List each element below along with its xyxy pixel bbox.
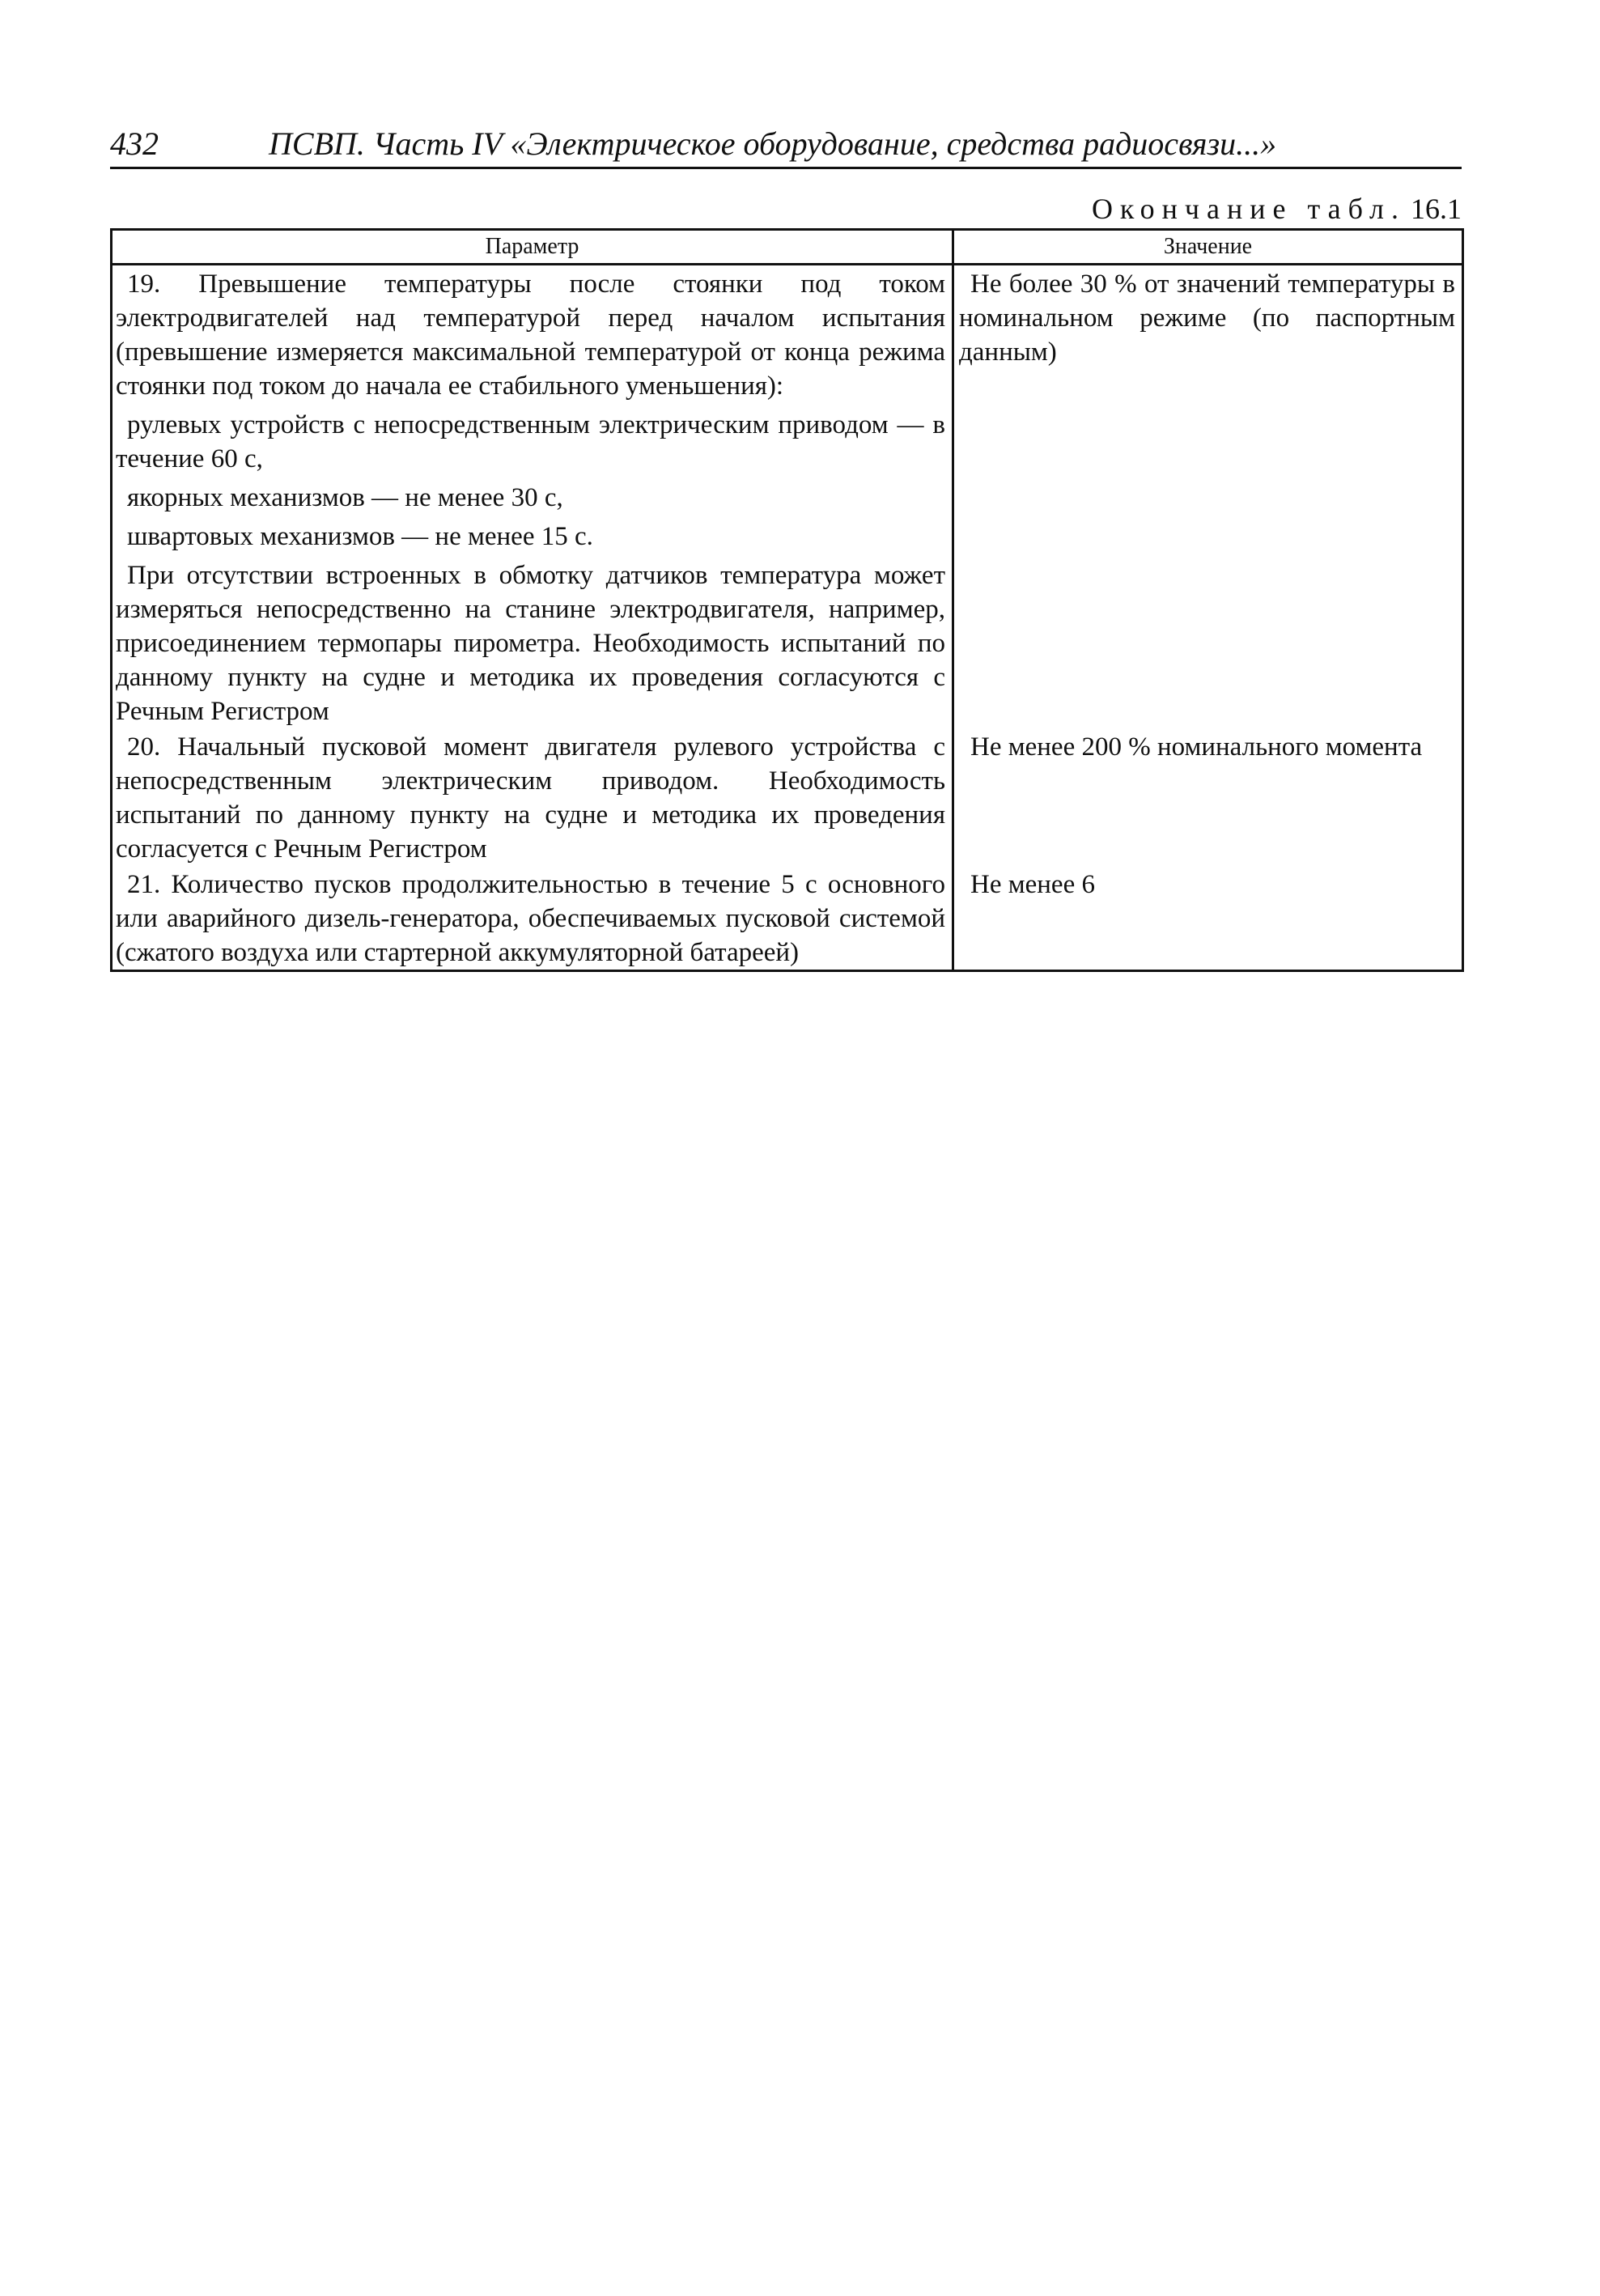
param-cell — [112, 728, 953, 866]
table-header-row — [112, 230, 1463, 265]
param-paragraph: швартовых механизмов — не менее 15 с. — [127, 522, 593, 551]
table-caption — [971, 191, 1462, 227]
value-cell — [953, 728, 1463, 866]
column-header-value: Значение — [953, 230, 1463, 265]
value-cell — [953, 265, 1463, 729]
param-cell — [112, 866, 953, 971]
caption-label: Окончание табл. — [1091, 193, 1406, 225]
value-text: Не менее 200 % номинального момента — [970, 732, 1423, 762]
parameters-table — [110, 228, 1464, 972]
param-paragraph: 21. Количество пусков продолжительностью в течение 5 с основного или аварийного дизель-генератора, обеспечиваемых пусковой системой (сжатого воздуха или стартерной аккумуляторной батареей) — [116, 870, 945, 967]
header-title: ПСВП. Часть IV «Электрическое оборудование, средства радиосвязи...» — [269, 125, 1277, 162]
table-row — [112, 728, 1463, 866]
value-text: Не менее 6 — [970, 870, 1095, 899]
running-head — [110, 121, 1462, 169]
param-paragraph: 19. Превышение температуры после стоянки под током электродвигателей над температурой перед началом испытания (превышение измеряется максимальной температурой от конца режима стоянки под током до начала ее стабильного уменьшения): — [116, 269, 945, 401]
value-text: Не более 30 % от значений температуры в номинальном режиме (по паспортным данным) — [959, 269, 1455, 367]
table-row — [112, 265, 1463, 729]
value-cell — [953, 866, 1463, 971]
table-row — [112, 866, 1463, 971]
param-paragraph: рулевых устройств с непосредственным электрическим приводом — в течение 60 с, — [116, 410, 945, 473]
param-cell — [112, 265, 953, 729]
caption-number: 16.1 — [1411, 193, 1462, 225]
page-number: 432 — [110, 125, 159, 162]
param-paragraph: якорных механизмов — не менее 30 с, — [127, 483, 563, 512]
column-header-parameter: Параметр — [112, 230, 953, 265]
param-paragraph: При отсутствии встроенных в обмотку датчиков температура может измеряться непосредственно на станине электродвигателя, например, присоединением термопары пирометра. Необходимость испытаний по данному пункту на судне и методика их проведения согласуются с Речным Регистром — [116, 561, 945, 726]
param-paragraph: 20. Начальный пусковой момент двигателя рулевого устройства с непосредственным электрическим приводом. Необходимость испытаний по данному пункту на судне и методика их проведения согласуется с Речным Регистром — [116, 732, 945, 864]
